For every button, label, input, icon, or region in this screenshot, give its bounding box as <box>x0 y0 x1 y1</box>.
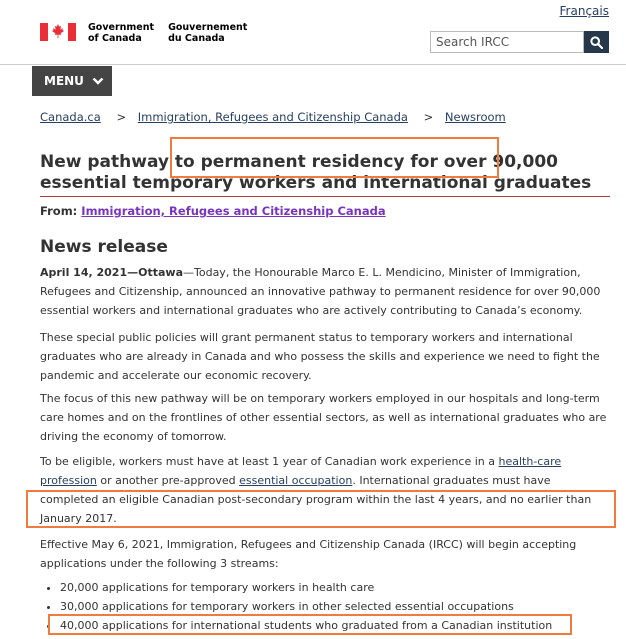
dateline: April 14, 2021—Ottawa <box>40 266 183 279</box>
page-title: New pathway to permanent residency for over 90,000 essential temporary workers and international graduates <box>40 152 592 193</box>
paragraph-focus: The focus of this new pathway will be on temporary workers employed in our hospitals and long-term care homes and on the frontlines of other essential sectors, as well as international graduates who are driving the economy of tomorrow. <box>40 392 607 443</box>
government-of-canada-logo[interactable] <box>40 22 247 44</box>
language-toggle-link[interactable]: Français <box>559 4 609 18</box>
from-label: From: <box>40 204 78 218</box>
header-divider <box>0 64 626 65</box>
menu-label: MENU <box>44 74 84 88</box>
health-care-profession-link[interactable]: health-care profession <box>40 455 562 487</box>
canada-flag-icon <box>40 23 76 41</box>
chevron-down-icon <box>92 77 104 85</box>
search-button[interactable] <box>584 31 609 53</box>
paragraph-streams-intro: Effective May 6, 2021, Immigration, Refugees and Citizenship Canada (IRCC) will begin accepting applications under the following 3 streams: <box>40 538 577 570</box>
list-item: • 30,000 applications for temporary workers in other selected essential occupations <box>60 597 620 616</box>
breadcrumb-separator: > <box>423 110 434 124</box>
list-item: • 20,000 applications for temporary workers in health care <box>60 578 620 597</box>
paragraph-eligibility: To be eligible, workers must have at least 1 year of Canadian work experience in a health-care profession or another pre-approved essential occupation. International graduates must have completed an eligible Canadian post-secondary program within the last 4 years, and no earlier than January 2017. <box>40 455 592 525</box>
paragraph-public-policies: These special public policies will grant permanent status to temporary workers and international graduates who are already in Canada and who possess the skills and experience we need to fight the pandemic and accelerate our economic recovery. <box>40 331 600 382</box>
search-form <box>430 31 609 53</box>
wordmark-french: Gouvernement du Canada <box>168 22 248 44</box>
document-type-heading: News release <box>40 237 168 257</box>
search-input[interactable] <box>430 31 584 53</box>
paragraph-intro: April 14, 2021—Ottawa—Today, the Honourable Marco E. L. Mendicino, Minister of Immigration, Refugees and Citizenship, announced an innovative pathway to permanent residence for over 90,000 essential workers and international graduates who are actively contributing to Canada’s economy. <box>40 266 601 317</box>
breadcrumb-newsroom[interactable]: Newsroom <box>444 110 506 124</box>
title-underline <box>40 196 610 197</box>
streams-list <box>40 578 620 635</box>
search-icon <box>590 36 603 49</box>
menu-button[interactable] <box>32 66 112 96</box>
breadcrumb <box>40 110 506 124</box>
list-item: • 40,000 applications for international students who graduated from a Canadian institution <box>60 616 620 635</box>
wordmark-english: Government of Canada <box>88 22 155 44</box>
breadcrumb-canada-ca[interactable]: Canada.ca <box>40 110 101 124</box>
breadcrumb-separator: > <box>116 110 127 124</box>
from-line <box>40 204 386 218</box>
from-department-link[interactable]: Immigration, Refugees and Citizenship Canada <box>81 204 386 218</box>
essential-occupation-link[interactable]: essential occupation <box>239 474 353 487</box>
breadcrumb-ircc[interactable]: Immigration, Refugees and Citizenship Canada <box>137 110 408 124</box>
